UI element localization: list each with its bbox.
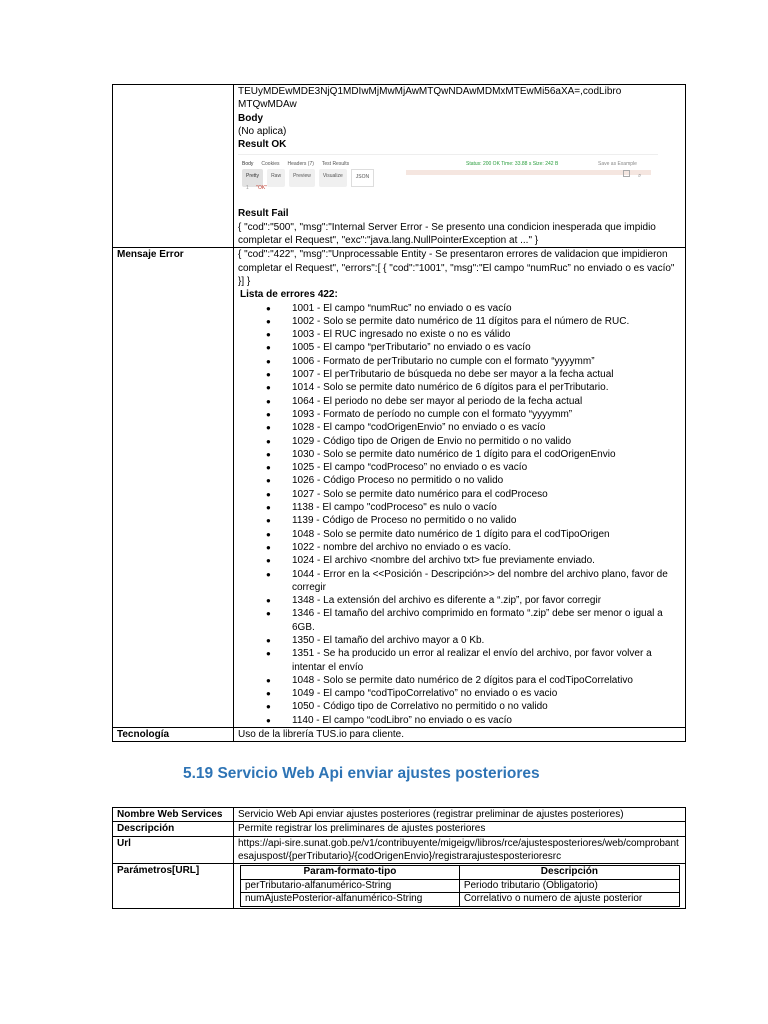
- line-text: "OK": [256, 185, 267, 192]
- error-list-item: ● 1003 - El RUC ingresado no existe o no es válido: [292, 328, 681, 341]
- error-list-item: ● 1044 - Error en la <<Posición - Descripción>> del nombre del archivo plano, favor de corregir: [292, 568, 681, 595]
- error-list-heading: Lista de errores 422:: [240, 289, 338, 301]
- row-label: Mensaje Error: [113, 248, 234, 728]
- error-list-item: ● 1048 - Solo se permite dato numérico de 2 dígitos para el codTipoCorrelativo: [292, 674, 681, 687]
- param-name: numAjustePosterior-alfanumérico-String: [241, 893, 460, 907]
- response-status: Status: 200 OK Time: 33.88 s Size: 242 B: [466, 161, 559, 168]
- error-list-item: ● 1346 - El tamaño del archivo comprimido en formato “.zip” debe ser menor o igual a 6GB.: [292, 607, 681, 634]
- params-header: Param-formato-tipo: [241, 866, 460, 880]
- params-row: [241, 893, 680, 907]
- error-list-item: ● 1006 - Formato de perTributario no cumple con el formato “yyyymm”: [292, 355, 681, 368]
- error-list-item: ● 1022 - nombre del archivo no enviado o es vacío.: [292, 541, 681, 554]
- spec-table: [112, 807, 686, 909]
- error-list-item: ● 1064 - El periodo no debe ser mayor al periodo de la fecha actual: [292, 395, 681, 408]
- error-list-item: ● 1138 - El campo "codProceso" es nulo o vacío: [292, 501, 681, 514]
- params-header: Descripción: [459, 866, 679, 880]
- error-list-item: ● 1002 - Solo se permite dato numérico de 11 dígitos para el número de RUC.: [292, 315, 681, 328]
- error-list-item: ● 1139 - Código de Proceso no permitido o no valido: [292, 514, 681, 527]
- param-description: Correlativo o numero de ajuste posterior: [459, 893, 679, 907]
- row-label: Descripción: [113, 822, 234, 836]
- search-icon: ⌕: [638, 173, 642, 180]
- view-visualize: Visualize: [319, 169, 347, 186]
- table-row: [113, 822, 686, 836]
- row-value: Permite registrar los preliminares de ajustes posteriores: [234, 822, 686, 836]
- view-preview: Preview: [289, 169, 315, 186]
- table-row: [113, 808, 686, 822]
- error-list-item: ● 1029 - Código tipo de Origen de Envio no permitido o no valido: [292, 435, 681, 448]
- error-list-item: ● 1348 - La extensión del archivo es diferente a “.zip”, por favor corregir: [292, 594, 681, 607]
- row-label: [113, 85, 234, 248]
- format-dropdown: JSON: [351, 169, 374, 186]
- error-list-item: ● 1049 - El campo “codTipoCorrelativo” no enviado o es vacio: [292, 687, 681, 700]
- row-value: [234, 85, 686, 248]
- error-list-item: ● 1025 - El campo “codProceso” no enviado o es vacío: [292, 461, 681, 474]
- table-row: [113, 836, 686, 864]
- error-list: [238, 302, 681, 728]
- params-header-row: [241, 866, 680, 880]
- error-intro: { "cod":"422", "msg":"Unprocessable Entity - Se presentaron errores de validacion que impidieron completar el Request", "errors":[ { "cod":"1001", "msg":"El campo “numRuc” no enviado o es vacío" }] }: [238, 249, 675, 287]
- table-row: [113, 864, 686, 909]
- param-name: perTributario-alfanumérico-String: [241, 879, 460, 893]
- table-row: [113, 728, 686, 742]
- params-table: [240, 865, 680, 907]
- error-list-item: ● 1024 - El archivo <nombre del archivo txt> fue previamente enviado.: [292, 554, 681, 567]
- error-list-item: ● 1007 - El perTributario de búsqueda no debe ser mayor a la fecha actual: [292, 368, 681, 381]
- error-list-item: ● 1014 - Solo se permite dato numérico de 6 dígitos para el perTributario.: [292, 381, 681, 394]
- error-list-item: ● 1030 - Solo se permite dato numérico de 1 dígito para el codOrigenEnvio: [292, 448, 681, 461]
- error-list-item: ● 1001 - El campo “numRuc” no enviado o es vacío: [292, 302, 681, 315]
- save-example: Save as Example: [598, 161, 637, 168]
- result-ok-heading: Result OK: [238, 139, 287, 151]
- tab-headers: Headers (7): [287, 161, 314, 168]
- response-screenshot: [238, 154, 658, 201]
- result-fail-text: { "cod":"500", "msg":"Internal Server Error - Se presento una condicion inesperada que impidio completar el Request", "exc":"java.lang.NullPointerException at ..." }: [238, 221, 656, 247]
- tab-body: Body: [242, 158, 253, 172]
- row-label: Parámetros[URL]: [113, 864, 234, 909]
- error-list-item: ● 1140 - El campo “codLibro” no enviado o es vacío: [292, 714, 681, 727]
- error-list-item: ● 1050 - Código tipo de Correlativo no permitido o no valido: [292, 700, 681, 713]
- body-heading: Body: [238, 112, 263, 124]
- row-value: [234, 864, 686, 909]
- error-list-item: ● 1093 - Formato de período no cumple con el formato “yyyymm”: [292, 408, 681, 421]
- spec-table-continued: [112, 84, 686, 742]
- tab-cookies: Cookies: [261, 161, 280, 168]
- error-list-item: ● 1005 - El campo “perTributario” no enviado o es vacío: [292, 341, 681, 354]
- body-value: (No aplica): [238, 125, 287, 137]
- error-list-item: ● 1026 - Código Proceso no permitido o no valido: [292, 474, 681, 487]
- error-list-item: ● 1350 - El tamaño del archivo mayor a 0 Kb.: [292, 634, 681, 647]
- row-value: https://api-sire.sunat.gob.pe/v1/contribuyente/migeigv/libros/rce/ajustesposteriores/web/comprobantesajuspost/{perTributario}/{codOrigenEnvio}/registrarajustesposterioresrc: [234, 836, 686, 864]
- table-row: [113, 248, 686, 728]
- row-value: Servicio Web Api enviar ajustes posteriores (registrar preliminar de ajustes posteriores): [234, 808, 686, 822]
- param-description: Periodo tributario (Obligatorio): [459, 879, 679, 893]
- row-label: Url: [113, 836, 234, 864]
- copy-icon: [623, 170, 630, 177]
- table-row: [113, 85, 686, 248]
- response-line: [246, 182, 267, 195]
- error-list-item: ● 1027 - Solo se permite dato numérico para el codProceso: [292, 488, 681, 501]
- request-token-line: TEUyMDEwMDE3NjQ1MDIwMjMwMjAwMTQwNDAwMDMxMTEwMi56aXA=,codLibro: [238, 86, 622, 97]
- request-token-line: MTQwMDAw: [238, 99, 297, 111]
- error-list-item: ● 1028 - El campo “codOrigenEnvio” no enviado o es vacío: [292, 421, 681, 434]
- section-title: 5.19 Servicio Web Api enviar ajustes posteriores: [183, 765, 540, 782]
- params-row: [241, 879, 680, 893]
- view-pretty: Pretty: [242, 169, 263, 186]
- row-value: [234, 248, 686, 728]
- error-list-item: ● 1351 - Se ha producido un error al realizar el envío del archivo, por favor volver a intentar el envío: [292, 647, 681, 674]
- error-list-item: ● 1048 - Solo se permite dato numérico de 1 dígito para el codTipoOrigen: [292, 528, 681, 541]
- row-label: Nombre Web Services: [113, 808, 234, 822]
- result-fail-heading: Result Fail: [238, 208, 289, 220]
- row-value: Uso de la librería TUS.io para cliente.: [234, 728, 686, 742]
- row-label: Tecnología: [113, 728, 234, 742]
- tab-test-results: Test Results: [321, 161, 350, 168]
- highlight-bar: [406, 170, 651, 175]
- line-number: 1: [246, 185, 249, 192]
- view-raw: Raw: [267, 169, 285, 186]
